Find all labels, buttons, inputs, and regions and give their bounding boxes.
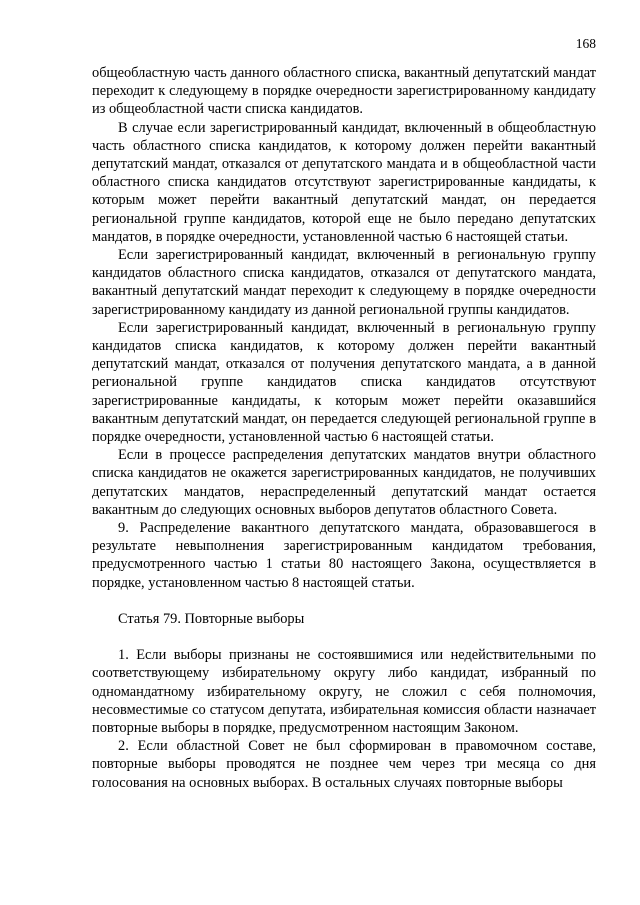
paragraph: В случае если зарегистрированный кандидат, включенный в общеобластную часть областного списка кандидатов, к которому должен перейти вакантный депутатский мандат, отказался от депутатского мандата и в общеобластной части областного списка кандидатов отсутствуют зарегистрированные кандидаты, к которым может перейти вакантный депутатский мандат, он передается региональной группе кандидатов, которой еще не было передано депутатских мандатов, в порядке очередности, установленной частью 6 настоящей статьи. xyxy=(92,119,596,245)
spacer xyxy=(92,628,596,646)
page-number: 168 xyxy=(575,36,596,51)
paragraph: Если в процессе распределения депутатских мандатов внутри областного списка кандидатов не окажется зарегистрированных кандидатов, не получивших депутатских мандатов, нераспределенный депутатский мандат остается вакантным до следующих основных выборов депутатов областного Совета. xyxy=(92,447,596,518)
paragraph: 9. Распределение вакантного депутатского мандата, образовавшегося в результате невыполнения зарегистрированным кандидатом требования, предусмотренного частью 1 статьи 80 настоящего Закона, осуществляется в порядке, установленном частью 8 настоящей статьи. xyxy=(92,520,596,591)
paragraph: 1. Если выборы признаны не состоявшимися или недействительными по соответствующему избирательному округу либо кандидат, избранный по одномандатному избирательному округу, не сложил с себя полномочия, несовместимые со статусом депутата, избирательная комиссия области назначает повторные выборы в порядке, предусмотренном настоящим Законом. xyxy=(92,647,596,736)
paragraph: Если зарегистрированный кандидат, включенный в региональную группу кандидатов областного списка кандидатов, отказался от депутатского мандата, вакантный депутатский мандат переходит к следующему в порядке очередности зарегистрированному кандидату из данной региональной группы кандидатов. xyxy=(92,247,596,318)
document-body xyxy=(92,64,596,792)
article-heading: Статья 79. Повторные выборы xyxy=(118,610,305,627)
paragraph: 2. Если областной Совет не был сформирован в правомочном составе, повторные выборы проводятся не позднее чем через три месяца со дня голосования на основных выборах. В остальных случаях повторные выборы xyxy=(92,738,596,791)
paragraph: общеобластную часть данного областного списка, вакантный депутатский мандат переходит к следующему в порядке очередности зарегистрированному кандидату из общеобластной части списка кандидатов. xyxy=(92,65,596,118)
paragraph: Если зарегистрированный кандидат, включенный в региональную группу кандидатов списка кандидатов, к которому должен перейти вакантный депутатский мандат, отказался от получения депутатского мандата, а в данной региональной группе кандидатов списка кандидатов отсутствуют зарегистрированные кандидаты, к которым может перейти оказавшийся вакантным депутатский мандат, он передается следующей региональной группе в порядке очередности, установленной частью 6 настоящей статьи. xyxy=(92,319,596,446)
